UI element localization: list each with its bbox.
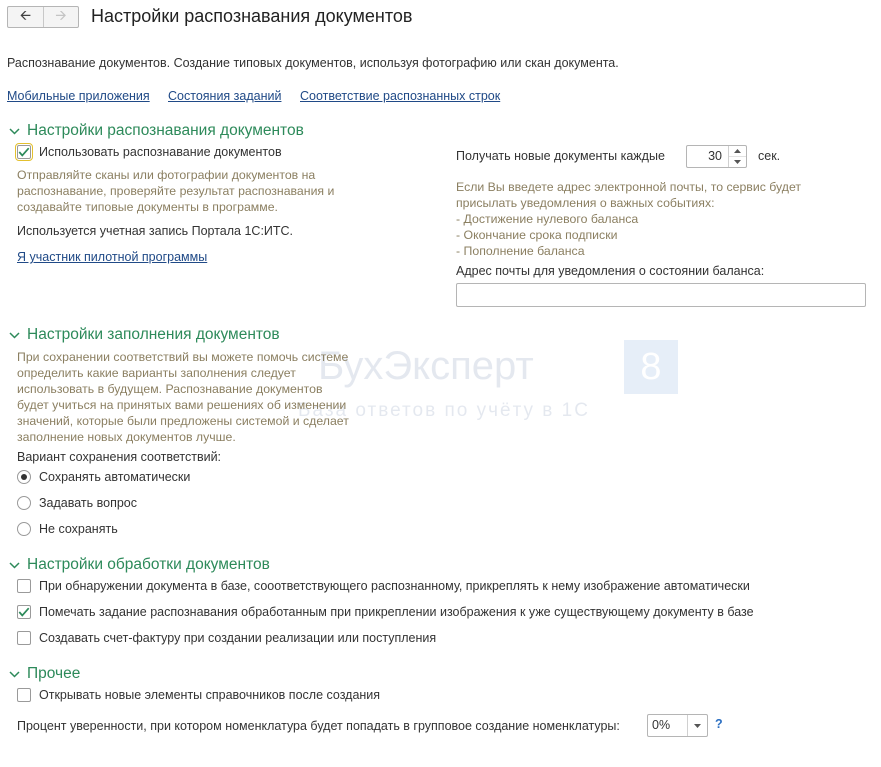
email-hint-line: - Достижение нулевого баланса xyxy=(456,212,639,226)
section-recognition-title: Настройки распознавания документов xyxy=(27,122,304,139)
recognition-hint xyxy=(17,167,377,215)
create-invoice-checkbox[interactable] xyxy=(17,631,31,645)
radio-button[interactable] xyxy=(17,470,31,484)
filling-hint-line: заполнение новых документов лучше. xyxy=(17,430,236,444)
mark-task-processed-row[interactable] xyxy=(17,605,754,619)
email-label: Адрес почты для уведомления о состоянии баланса: xyxy=(456,264,765,278)
receive-interval-stepper[interactable] xyxy=(686,145,747,168)
section-other-header[interactable] xyxy=(7,665,80,683)
email-hint-line: Если Вы введете адрес электронной почты, то сервис будет xyxy=(456,180,802,194)
receive-interval-label: Получать новые документы каждые xyxy=(456,149,665,163)
radio-button[interactable] xyxy=(17,522,31,536)
stepper-up-button[interactable] xyxy=(729,146,746,156)
filling-hint-line: значений, которые были предложены системой и сделает xyxy=(17,414,349,428)
filling-hint-line: определить какие варианты заполнения следует xyxy=(17,366,296,380)
section-filling-title: Настройки заполнения документов xyxy=(27,326,280,343)
filling-hint-line: будет учиться на принятых вами решениях об изменении xyxy=(17,398,347,412)
use-recognition-label: Использовать распознавание документов xyxy=(39,145,282,159)
confidence-percent-value: 0% xyxy=(652,718,671,732)
create-invoice-row[interactable] xyxy=(17,631,436,645)
filling-hint-line: использовать в будущем. Распознавание документов xyxy=(17,382,323,396)
mobile-apps-link[interactable]: Мобильные приложения xyxy=(7,89,150,103)
caret-down-icon xyxy=(694,724,701,728)
radio-selected-dot xyxy=(21,474,27,480)
section-filling-header[interactable] xyxy=(7,326,280,344)
back-button[interactable] xyxy=(8,7,43,27)
section-processing-title: Настройки обработки документов xyxy=(27,556,270,573)
use-recognition-checkbox[interactable] xyxy=(17,145,31,159)
section-other-title: Прочее xyxy=(27,665,81,682)
open-new-elements-row[interactable] xyxy=(17,688,380,702)
use-recognition-checkbox-row[interactable] xyxy=(17,145,282,159)
checkbox-label: Помечать задание распознавания обработанным при прикреплении изображения к уже существующему документу в базе xyxy=(39,605,754,619)
recognition-hint-line: Отправляйте сканы или фотографии документов на xyxy=(17,168,316,182)
confidence-percent-label: Процент уверенности, при котором номенклатура будет попадать в групповое создание номенклатуры: xyxy=(17,719,620,733)
chevron-down-icon xyxy=(7,328,21,342)
checkbox-label: Создавать счет-фактуру при создании реализации или поступления xyxy=(39,631,437,645)
chevron-down-icon xyxy=(7,558,21,572)
checkbox-label: Открывать новые элементы справочников после создания xyxy=(39,688,381,702)
confidence-percent-select[interactable] xyxy=(647,714,708,737)
account-info: Используется учетная запись Портала 1С:ИТС. xyxy=(17,224,294,238)
radio-dont-save[interactable] xyxy=(17,522,118,536)
task-states-link[interactable]: Состояния заданий xyxy=(168,89,282,103)
recognition-hint-line: распознавание, проверяйте результат распознавания и xyxy=(17,184,335,198)
email-hint-line: присылать уведомления о важных событиях: xyxy=(456,196,715,210)
dropdown-button[interactable] xyxy=(687,715,707,736)
forward-button[interactable] xyxy=(43,7,78,27)
pilot-program-link[interactable]: Я участник пилотной программы xyxy=(17,250,208,264)
radio-save-auto[interactable] xyxy=(17,470,190,484)
email-field[interactable] xyxy=(456,283,866,307)
page-title: Настройки распознавания документов xyxy=(91,6,413,26)
receive-interval-unit: сек. xyxy=(758,149,781,163)
radio-ask-question[interactable] xyxy=(17,496,137,510)
watermark-text: БухЭксперт xyxy=(318,344,534,388)
caret-up-icon xyxy=(734,149,741,153)
radio-label: Не сохранять xyxy=(39,522,118,536)
arrow-right-icon: 🡪 xyxy=(55,7,67,23)
checkbox-label: При обнаружении документа в базе, сооответствующего распознанному, прикреплять к нему изображение автоматически xyxy=(39,579,750,593)
save-variant-label: Вариант сохранения соответствий: xyxy=(17,450,222,464)
chevron-down-icon xyxy=(7,124,21,138)
help-icon[interactable]: ? xyxy=(715,717,723,731)
radio-label: Сохранять автоматически xyxy=(39,470,191,484)
page-description: Распознавание документов. Создание типовых документов, используя фотографию или скан документа. xyxy=(7,56,619,70)
auto-attach-image-row[interactable] xyxy=(17,579,750,593)
watermark-subtitle: База ответов по учёту в 1С xyxy=(298,400,590,421)
section-processing-header[interactable] xyxy=(7,556,270,574)
navigation-buttons xyxy=(7,6,79,28)
receive-interval-value[interactable]: 30 xyxy=(708,149,722,163)
open-new-elements-checkbox[interactable] xyxy=(17,688,31,702)
caret-down-icon xyxy=(734,160,741,164)
filling-hint xyxy=(17,349,397,445)
radio-label: Задавать вопрос xyxy=(39,496,138,510)
email-hint xyxy=(456,179,866,259)
watermark-badge: 8 xyxy=(624,340,678,394)
radio-button[interactable] xyxy=(17,496,31,510)
filling-hint-line: При сохранении соответствий вы можете помочь системе xyxy=(17,350,349,364)
recognition-hint-line: создавайте типовые документы в программе. xyxy=(17,200,278,214)
mark-task-processed-checkbox[interactable] xyxy=(17,605,31,619)
arrow-left-icon: 🡨 xyxy=(19,7,32,23)
auto-attach-image-checkbox[interactable] xyxy=(17,579,31,593)
line-match-link[interactable]: Соответствие распознанных строк xyxy=(300,89,501,103)
email-hint-line: - Пополнение баланса xyxy=(456,244,585,258)
email-hint-line: - Окончание срока подписки xyxy=(456,228,618,242)
section-recognition-header[interactable] xyxy=(7,122,304,140)
stepper-down-button[interactable] xyxy=(729,156,746,167)
chevron-down-icon xyxy=(7,667,21,681)
